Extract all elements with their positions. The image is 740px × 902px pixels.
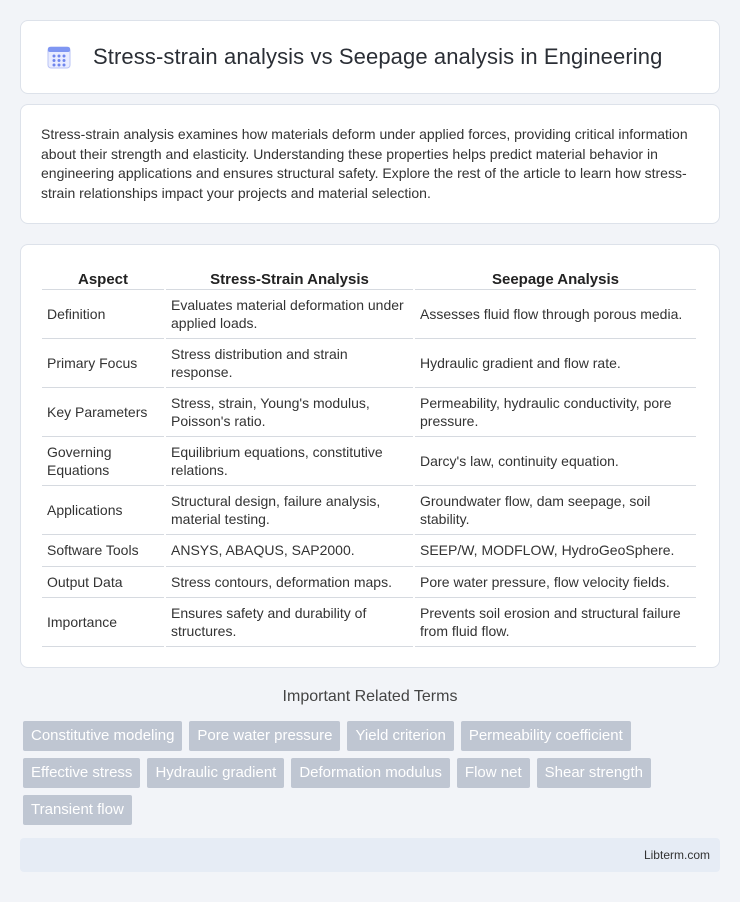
footer: [20, 838, 720, 872]
footer-brand-link[interactable]: Libterm.com: [643, 848, 710, 862]
row-seepage: Permeability, hydraulic conductivity, pore pressure.: [415, 388, 696, 437]
table-row: [42, 535, 696, 567]
page-title: Stress-strain analysis vs Seepage analysis in Engineering: [93, 44, 663, 69]
table-row: [42, 290, 696, 339]
calendar-grid-icon: [45, 43, 73, 71]
row-stress-strain: Ensures safety and durability of structures.: [166, 598, 413, 647]
table-row: [42, 437, 696, 486]
row-seepage: Hydraulic gradient and flow rate.: [415, 339, 696, 388]
row-aspect: Definition: [42, 290, 164, 339]
row-aspect: Applications: [42, 486, 164, 535]
related-term-tag[interactable]: Deformation modulus: [291, 758, 450, 788]
related-term-tag[interactable]: Constitutive modeling: [23, 721, 182, 751]
row-seepage: Pore water pressure, flow velocity fields.: [415, 567, 696, 599]
comparison-table-card: [20, 244, 720, 668]
row-stress-strain: Equilibrium equations, constitutive relations.: [166, 437, 413, 486]
row-seepage: Assesses fluid flow through porous media.: [415, 290, 696, 339]
related-term-tag[interactable]: Effective stress: [23, 758, 140, 788]
table-row: [42, 388, 696, 437]
row-aspect: Software Tools: [42, 535, 164, 567]
row-stress-strain: Evaluates material deformation under applied loads.: [166, 290, 413, 339]
row-aspect: Primary Focus: [42, 339, 164, 388]
row-stress-strain: ANSYS, ABAQUS, SAP2000.: [166, 535, 413, 567]
title-card: [20, 20, 720, 94]
related-term-tag[interactable]: Yield criterion: [347, 721, 453, 751]
related-term-tag[interactable]: Transient flow: [23, 795, 132, 825]
related-term-tag[interactable]: Hydraulic gradient: [147, 758, 284, 788]
table-row: [42, 339, 696, 388]
row-stress-strain: Stress contours, deformation maps.: [166, 567, 413, 599]
header-stress-strain: Stress-Strain Analysis: [166, 265, 413, 290]
row-aspect: Governing Equations: [42, 437, 164, 486]
row-stress-strain: Structural design, failure analysis, material testing.: [166, 486, 413, 535]
related-term-tag[interactable]: Permeability coefficient: [461, 721, 631, 751]
table-row: [42, 567, 696, 599]
related-term-tag[interactable]: Flow net: [457, 758, 530, 788]
table-header-row: [42, 265, 696, 290]
row-seepage: Darcy's law, continuity equation.: [415, 437, 696, 486]
comparison-table: [40, 265, 698, 647]
row-aspect: Importance: [42, 598, 164, 647]
row-aspect: Output Data: [42, 567, 164, 599]
table-row: [42, 486, 696, 535]
row-stress-strain: Stress, strain, Young's modulus, Poisson's ratio.: [166, 388, 413, 437]
intro-paragraph: Stress-strain analysis examines how materials deform under applied forces, providing critical information about their strength and elasticity. Understanding these properties helps predict material behavior in engineering applications and ensures structural safety. Explore the rest of the article to learn how stress-strain relationships impact your projects and material selection.: [41, 126, 688, 201]
related-term-tag[interactable]: Pore water pressure: [189, 721, 340, 751]
related-terms-list: [23, 721, 703, 825]
row-seepage: SEEP/W, MODFLOW, HydroGeoSphere.: [415, 535, 696, 567]
intro-card: [20, 104, 720, 224]
row-aspect: Key Parameters: [42, 388, 164, 437]
related-terms-heading: Important Related Terms: [282, 688, 458, 705]
related-term-tag[interactable]: Shear strength: [537, 758, 651, 788]
row-seepage: Groundwater flow, dam seepage, soil stability.: [415, 486, 696, 535]
row-stress-strain: Stress distribution and strain response.: [166, 339, 413, 388]
header-seepage: Seepage Analysis: [415, 265, 696, 290]
header-aspect: Aspect: [42, 265, 164, 290]
table-row: [42, 598, 696, 647]
row-seepage: Prevents soil erosion and structural failure from fluid flow.: [415, 598, 696, 647]
